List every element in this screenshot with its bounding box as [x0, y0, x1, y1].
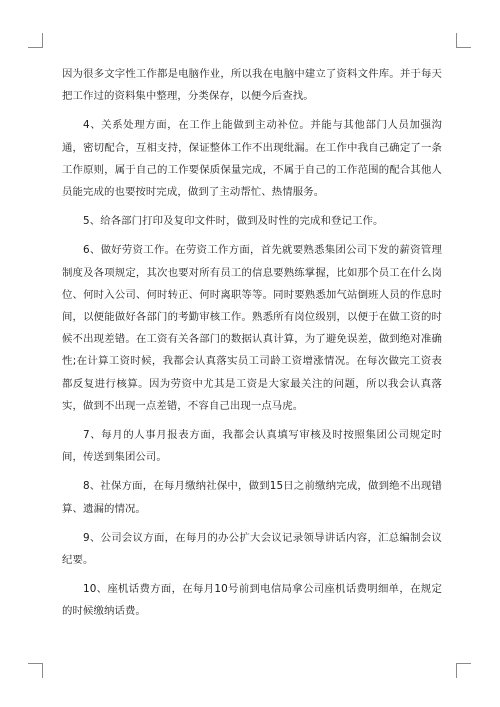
crop-mark-bottom-right	[456, 663, 471, 678]
crop-mark-top-left	[28, 33, 43, 48]
paragraph-item-6: 6、做好劳资工作。在劳资工作方面，首先就要熟悉集团公司下发的薪资管理制度及各项规定，其次也要对所有员工的信息要熟练掌握，比如那个员工在什么岗位、何时入公司、何时转正、何时离职等等。同时要熟悉加气站倒班人员的作息时间，以便能做好各部门的考勤审核工作。熟悉所有岗位级别，以便于在做工资的时候不出现差错。在工资有关各部门的数据认真计算，为了避免误差，做到绝对准确性;在计算工资时候，我都会认真落实员工司龄工资增涨情况。在每次做完工资表都反复进行核算。因为劳资中尤其是工资是大家最关注的问题，所以我会认真落实，做到不出现一点差错，不容自己出现一点马虎。	[62, 244, 442, 412]
paragraph-item-4: 4、关系处理方面，在工作上能做到主动补位。并能与其他部门人员加强沟通，密切配合，互相支持，保证整体工作不出现纰漏。在工作中我自己确定了一条工作原则，属于自己的工作要保质保量完成，不属于自己的工作范围的配合其他人员能完成的也要按时完成，做到了主动帮忙、热情服务。	[62, 119, 442, 199]
paragraph-item-8: 8、社保方面，在每月缴纳社保中，做到15日之前缴纳完成，做到绝不出现错算、遗漏的情况。	[62, 480, 442, 515]
crop-mark-bottom-left	[28, 663, 43, 678]
paragraph-intro: 因为很多文字性工作都是电脑作业，所以我在电脑中建立了资料文件库。并于每天把工作过的资料集中整理，分类保存，以便今后查找。	[62, 68, 442, 103]
crop-mark-top-right	[456, 33, 471, 48]
paragraph-item-7: 7、每月的人事月报表方面，我都会认真填写审核及时按照集团公司规定时间，传送到集团公司。	[62, 429, 442, 464]
paragraph-item-10: 10、座机话费方面，在每月10号前到电信局拿公司座机话费明细单，在规定的时候缴纳话费。	[62, 583, 442, 618]
paragraph-item-9: 9、公司会议方面，在每月的办公扩大会议记录领导讲话内容，汇总编制会议纪要。	[62, 531, 442, 567]
document-body	[62, 63, 442, 630]
paragraph-item-5: 5、给各部门打印及复印文件时，做到及时性的完成和登记工作。	[83, 215, 384, 228]
